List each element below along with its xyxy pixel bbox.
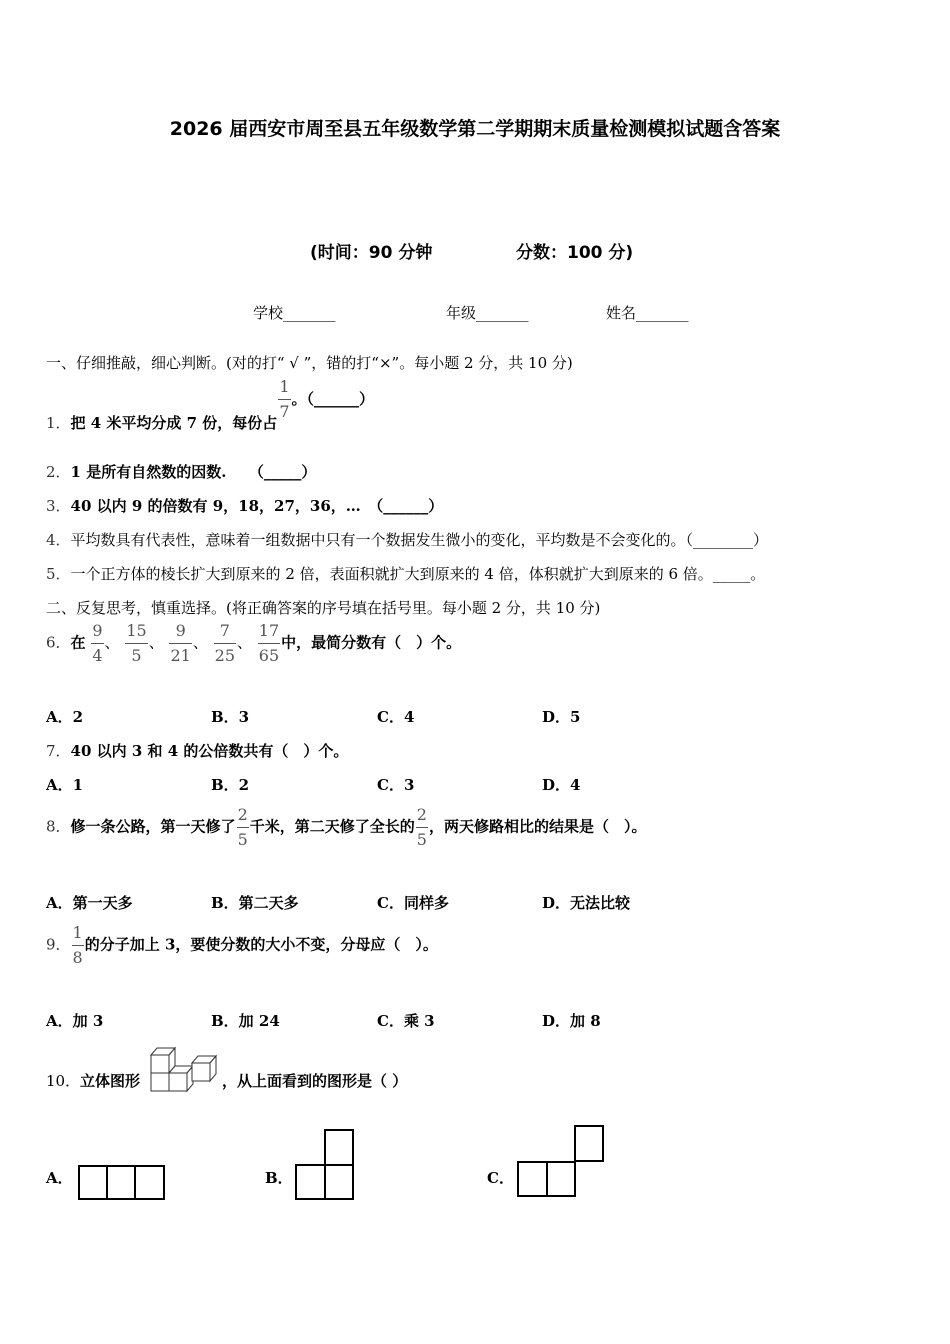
question-text: 中，最简分数有（ ）个。 <box>281 633 462 652</box>
question-8 <box>46 806 646 849</box>
question-10-text: 立体图形 <box>80 1072 141 1090</box>
option-a[interactable]: A．第一天多 <box>46 894 133 912</box>
option-b[interactable]: B．第二天多 <box>211 894 299 912</box>
square <box>295 1164 326 1200</box>
question-number: 7． <box>46 742 71 760</box>
option-c[interactable]: C．同样多 <box>377 894 449 912</box>
option-d[interactable]: D．4 <box>542 776 581 794</box>
square <box>324 1164 354 1200</box>
question-5 <box>46 563 765 584</box>
question-2 <box>46 461 316 482</box>
fraction-numerator: 17 <box>258 622 280 644</box>
fraction-denominator: 65 <box>258 646 280 665</box>
separator: 、 <box>237 633 253 652</box>
question-text: 把 4 米平均分成 7 份，每份占 <box>70 413 278 432</box>
question-6 <box>46 622 461 665</box>
option-c[interactable]: C． <box>487 1169 514 1187</box>
option-a[interactable]: A．1 <box>46 776 84 794</box>
separator: 、 <box>148 633 164 652</box>
fraction <box>416 806 428 849</box>
square <box>134 1165 165 1200</box>
option-c[interactable]: C．3 <box>377 776 415 794</box>
square <box>78 1165 108 1200</box>
question-text: 在 <box>70 633 86 652</box>
fraction-denominator: 21 <box>170 646 191 665</box>
option-a[interactable]: A．2 <box>46 708 84 726</box>
fraction <box>214 622 236 665</box>
question-text: 修一条公路，第一天修了 <box>70 817 236 836</box>
question-text: 40 以内 9 的倍数有 9，18，27，36，… （______） <box>70 497 444 515</box>
fraction-numerator: 9 <box>169 622 191 644</box>
question-9 <box>46 924 438 967</box>
fraction-denominator: 4 <box>92 646 103 665</box>
fraction-numerator: 15 <box>125 622 147 644</box>
question-number: 4． <box>46 531 71 549</box>
school-field[interactable]: 学校_______ <box>253 304 336 322</box>
fraction-denominator: 8 <box>72 948 83 967</box>
square <box>106 1165 136 1200</box>
question-7 <box>46 740 348 761</box>
question-10-text-end: ，从上面看到的图形是（ ） <box>222 1072 408 1090</box>
section2-heading: 二、反复思考，慎重选择。(将正确答案的序号填在括号里。每小题 2 分，共 10 分) <box>46 599 601 617</box>
fraction-denominator: 7 <box>279 402 290 421</box>
fraction-numerator: 1 <box>278 378 290 400</box>
grade-field[interactable]: 年级_______ <box>446 304 529 322</box>
option-a[interactable]: A．加 3 <box>46 1012 104 1030</box>
fraction-denominator: 5 <box>131 646 142 665</box>
option-c[interactable]: C．乘 3 <box>377 1012 435 1030</box>
fraction <box>237 806 249 849</box>
question-text: 40 以内 3 和 4 的公倍数共有（ ）个。 <box>70 742 349 760</box>
square <box>324 1129 354 1166</box>
option-b[interactable]: B． <box>265 1169 293 1187</box>
fraction-numerator: 7 <box>214 622 236 644</box>
question-number: 1． <box>46 413 71 432</box>
question-text: 平均数具有代表性，意味着一组数据中只有一个数据发生微小的变化，平均数是不会变化的。（________） <box>70 531 769 549</box>
section1-heading: 一、仔细推敲，细心判断。(对的打“ √ ”，错的打“×”。每小题 2 分，共 10 分) <box>46 354 573 372</box>
separator: 、 <box>192 633 208 652</box>
fraction <box>258 622 280 665</box>
question-number: 2． <box>46 463 71 481</box>
separator: 、 <box>104 633 120 652</box>
fraction-denominator: 5 <box>237 830 248 849</box>
question-text: 千米，第二天修了全长的 <box>249 817 415 836</box>
fraction-numerator: 2 <box>416 806 428 828</box>
question-number: 6． <box>46 633 71 652</box>
question-number: 5． <box>46 565 71 583</box>
exam-score: 分数：100 分) <box>516 243 634 263</box>
question-text: 的分子加上 3，要使分数的大小不变，分母应（ ）。 <box>84 935 438 954</box>
fraction <box>72 924 84 967</box>
option-d[interactable]: D．无法比较 <box>542 894 631 912</box>
fraction-numerator: 1 <box>72 924 84 946</box>
option-d[interactable]: D．加 8 <box>542 1012 601 1030</box>
question-number: 9． <box>46 935 71 954</box>
question-number: 8． <box>46 817 71 836</box>
option-b[interactable]: B．加 24 <box>211 1012 280 1030</box>
fraction-denominator: 25 <box>214 646 235 665</box>
question-3 <box>46 495 443 516</box>
question-1 <box>46 377 375 432</box>
option-b[interactable]: B．3 <box>211 708 250 726</box>
fraction-numerator: 2 <box>237 806 249 828</box>
square <box>574 1125 604 1162</box>
question-text: ，两天修路相比的结果是（ ）。 <box>428 817 647 836</box>
question-number: 3． <box>46 497 71 515</box>
fraction <box>169 622 191 665</box>
square <box>546 1161 576 1197</box>
question-4 <box>46 529 768 550</box>
fraction-denominator: 5 <box>416 830 427 849</box>
question-text: 1 是所有自然数的因数. （_____） <box>70 463 317 481</box>
question-10-number: 10． <box>46 1072 81 1090</box>
name-field[interactable]: 姓名_______ <box>606 304 689 322</box>
fraction <box>125 622 147 665</box>
option-a[interactable]: A． <box>46 1169 73 1187</box>
page-title: 2026 届西安市周至县五年级数学第二学期期末质量检测模拟试题含答案 <box>169 118 781 140</box>
option-c[interactable]: C．4 <box>377 708 415 726</box>
option-b[interactable]: B．2 <box>211 776 250 794</box>
solid-figure-icon <box>147 1045 221 1097</box>
square <box>517 1161 548 1197</box>
question-text: 一个正方体的棱长扩大到原来的 2 倍，表面积就扩大到原来的 4 倍，体积就扩大到原来的 6 倍。_____。 <box>70 565 766 583</box>
answer-blank[interactable]: 。（______） <box>291 389 375 408</box>
fraction <box>91 622 103 665</box>
fraction-numerator: 9 <box>91 622 103 644</box>
fraction <box>278 378 290 421</box>
option-d[interactable]: D．5 <box>542 708 581 726</box>
exam-time: (时间：90 分钟 <box>310 243 433 263</box>
